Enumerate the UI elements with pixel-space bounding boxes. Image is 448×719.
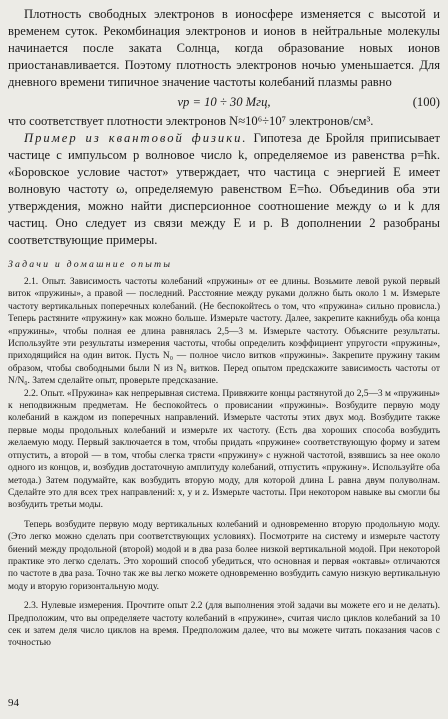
problem-2-2: 2.2. Опыт. «Пружина» как непрерывная система. Привяжите концы растянутой до 2,5—3 м «пружины» к неподвижным предметам. Не беспокойтесь о провисании «пружины». Возбудите первую моду колебаний в каждом из поперечных направлений. Измерьте частоты этих двух мод. Возбудите также первые моды продольных колебаний и измерьте их частоту. (Есть два хороших способа возбудить желаемую моду. Первый заключается в том, чтобы придать «пружине» соответствующую форму и затем отпустить, а второй — в том, чтобы слегка трясти «пружину» с нужной частотой, взявшись за нее около одного из концов, и, возбудив достаточную амплитуду колебаний, отпустить «пружину». Используйте оба метода.) Затем подумайте, как возбудить вторую моду, для которой длина L равна двум полуволнам. Сделайте это для всех трех направлений: x, y и z. Измерьте частоты. При некотором навыке вы смогли бы возбудить третьи моды. — [8, 388, 440, 511]
problem-2-3: 2.3. Нулевые измерения. Прочтите опыт 2.2 (для выполнения этой задачи вы можете его и не делать). Предположим, что вы определяете частоту колебаний в «пружине», считая число циклов колебаний за 10 сек и затем деля число циклов на время. Предположим далее, что вы можете читать показания часов с точностью — [8, 601, 440, 649]
example-title: Пример из квантовой физики. — [24, 131, 248, 145]
density-paragraph: что соответствует плотности электронов N≈10⁶÷10⁷ электронов/см³. — [8, 114, 374, 128]
problem-2-1: 2.1. Опыт. Зависимость частоты колебаний «пружины» от ее длины. Возьмите левой рукой первый виток «пружины», а правой — последний. Расстояние между руками должно быть около 1 м. Измерьте частоту вертикальных поперечных колебаний. (Не беспокойтесь о том, что «пружина» сильно провисла.) Теперь растяните «пружину» как можно больше. Измерьте частоту. Далее, закрепите какнибудь оба конца «пружины», чтобы полная ее длина равнялась 2,5—3 м. Измерьте частоту. Объясните результаты. Используйте эти результаты измерения частоты, чтобы определить коэффициент упругости «пружины», приходящийся на один виток. Пусть N₀ — полное число витков «пружины». Закрепите пружину таким образом, чтобы свободными были N из N₀ витков. Перед опытом предскажите зависимость частоты от N/N₀. Затем сделайте опыт, проверьте предсказание. — [8, 277, 440, 387]
quantum-example-paragraph — [8, 130, 440, 249]
section-heading: Задачи и домашние опыты — [8, 259, 173, 270]
paragraph-gap — [8, 593, 440, 600]
problem-2-2-continued: Теперь возбудите первую моду вертикальных колебаний и одновременно вторую продольную моду. (Это легко можно сделать при соответствующих условиях). Посмотрите на систему и измерьте частоту биений между продольной (второй) модой и в два раза более низкой вертикальной модой. При некоторой практике это легко сделать. Это хороший способ убедиться, что основная и первая «октавы» отличаются по частоте в два раза. Точно так же вы легко можете одновременно возбудить самую низкую вертикальную моду и вторую горизонтальную моду. — [8, 519, 440, 592]
formula-number: (100) — [412, 95, 440, 109]
intro-paragraph: Плотность свободных электронов в ионосфере изменяется с высотой и временем суток. Рекомбинация электронов и ионов в нейтральные молекулы начинается после заката Солнца, когда образование новых ионов приостанавливается. Поэтому плотность электронов ночью уменьшается. Для дневного времени типичное значение частоты колебаний плазмы равно — [8, 7, 440, 89]
formula-100 — [8, 93, 440, 111]
page-number: 94 — [8, 697, 19, 709]
formula-text: νp = 10 ÷ 30 Мгц, — [177, 95, 271, 109]
example-text: Гипотеза де Бройля приписывает частице с импульсом p волновое число k, определяемое из равенства p=ħk. «Боровское условие частот» утверждает, что частица с энергией E имеет волновую частоту ω, определяемую равенством E=ħω. Объединив оба эти утверждения, можно найти дисперсионное соотношение между ω и k для частиц. Оно следует из связи между E и p. В дополнении 2 разобраны соответствующие примеры. — [8, 131, 440, 247]
paragraph-gap — [8, 512, 440, 519]
